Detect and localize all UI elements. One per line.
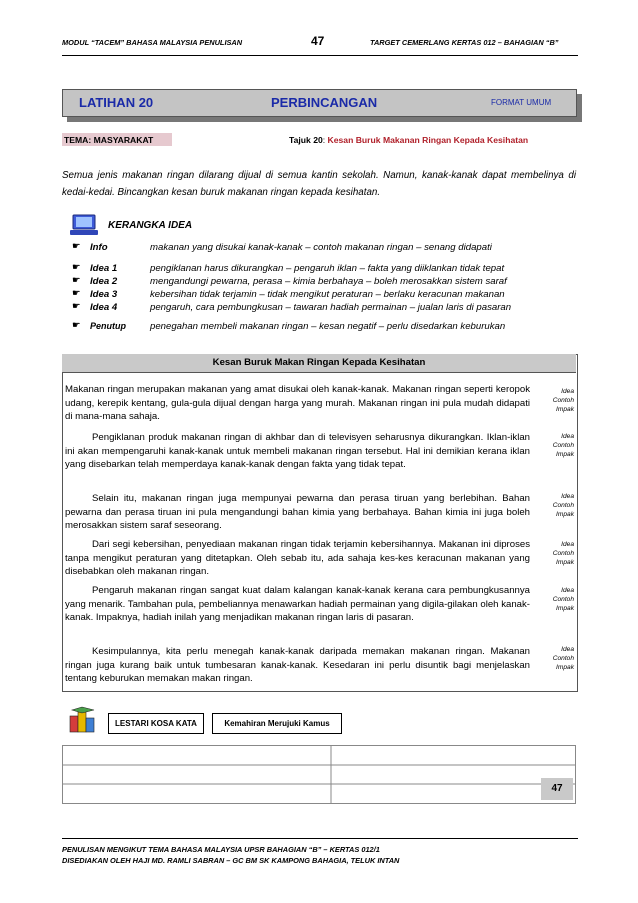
side-label-contoh: Contoh	[552, 550, 574, 557]
kerangka-item	[72, 289, 572, 303]
essay-paragraph: Pengiklanan produk makanan ringan di akhbar dan di televisyen seharusnya dikurangkan. Iklan-iklan ini akan mempengaruhi kanak-kanak untuk membeli makanan ringan tersebut. Hal ini demikian kerana iklan yang disebarkan telah memperdaya kanak-kanak dengan fakta yang tidak tepat.	[65, 432, 530, 471]
bookmark-pointer-icon: ☛	[72, 241, 81, 252]
computer-icon	[70, 214, 98, 236]
question-prompt: Semua jenis makanan ringan dilarang dijual di semua kantin sekolah. Namun, kanak-kanak dapat membelinya di kedai-kedai. Bincangkan kesan buruk makanan ringan kepada kesihatan.	[62, 170, 576, 198]
side-label-contoh: Contoh	[552, 502, 574, 509]
essay-paragraph: Makanan ringan merupakan makanan yang amat disukai oleh kanak-kanak. Makanan ringan seperti keropok udang, kerepik kentang, gula-gula dijual dengan harga yang murah. Makanan ringan ini pula mudah didapati di mana-mana sahaja.	[65, 384, 530, 423]
kerangka-item	[72, 302, 572, 316]
header-left: MODUL “TACEM” BAHASA MALAYSIA PENULISAN	[62, 38, 243, 47]
kerangka-item	[72, 276, 572, 290]
side-label-impak: Impak	[556, 559, 574, 566]
footer-rule	[62, 838, 578, 839]
kerangka-item-label: Info	[90, 242, 108, 253]
side-label-impak: Impak	[556, 511, 574, 518]
side-label-impak: Impak	[556, 605, 574, 612]
bookmark-pointer-icon: ☛	[72, 301, 81, 312]
side-labels	[540, 432, 574, 459]
footer-line-1: PENULISAN MENGIKUT TEMA BAHASA MALAYSIA UPSR BAHAGIAN “B” – KERTAS 012/1	[62, 845, 380, 854]
kerangka-item	[72, 263, 572, 277]
essay-paragraph: Kesimpulannya, kita perlu menegah kanak-kanak daripada memakan makanan ringan. Makanan ringan juga kurang baik untuk tumbesaran kanak-kanak. Kesedaran ini perlu disuntik bagi menjelaskan tentang keburukan memakan makan ringan.	[65, 646, 530, 685]
kerangka-item-text: makanan yang disukai kanak-kanak – contoh makanan ringan – senang didapati	[150, 242, 492, 253]
latihan-format: FORMAT UMUM	[491, 98, 552, 107]
side-labels	[540, 540, 574, 567]
tajuk-title: Kesan Buruk Makanan Ringan Kepada Kesihatan	[327, 135, 529, 145]
side-labels	[540, 645, 574, 672]
page-badge: 47	[541, 778, 573, 800]
tajuk-sep: :	[322, 135, 328, 145]
side-labels	[540, 387, 574, 414]
side-label-impak: Impak	[556, 406, 574, 413]
latihan-type: PERBINCANGAN	[271, 95, 378, 110]
bookmark-pointer-icon: ☛	[72, 262, 81, 273]
kerangka-item-label: Idea 2	[90, 276, 118, 287]
latihan-title: LATIHAN 20	[79, 95, 154, 110]
books-icon	[68, 706, 100, 734]
side-label-contoh: Contoh	[552, 442, 574, 449]
footer-line-2: DISEDIAKAN OLEH HAJI MD. RAMLI SABRAN – GC BM SK KAMPONG BAHAGIA, TELUK INTAN	[62, 856, 400, 865]
essay-paragraph: Dari segi kebersihan, penyediaan makanan ringan tidak terjamin kebersihannya. Makanan ini diproses tanpa mengikut peraturan yang ditetapkan. Oleh sebab itu, ada sahaja kes-kes keracunan makanan yang disebabkan oleh makanan ringan.	[65, 539, 530, 578]
kerangka-item	[72, 321, 572, 335]
side-label-idea: Idea	[561, 493, 574, 500]
kemahiran-label: Kemahiran Merujuki Kamus	[212, 713, 342, 734]
bookmark-pointer-icon: ☛	[72, 288, 81, 299]
essay-paragraph: Selain itu, makanan ringan juga mempunyai pewarna dan perasa tiruan yang berlebihan. Bahan pewarna dan perasa tiruan ini pula mengandungi bahan kimia yang berbahaya. Bahan kimia ini juga boleh merosakkan sistem saraf seseorang.	[65, 493, 530, 532]
tema-label: TEMA: MASYARAKAT	[64, 135, 154, 145]
tajuk-prefix: Tajuk 20	[289, 135, 323, 145]
side-label-idea: Idea	[561, 541, 574, 548]
latihan-banner	[62, 89, 577, 117]
essay-paragraph: Pengaruh makanan ringan sangat kuat dalam kalangan kanak-kanak kerana cara pembungkusannya yang menarik. Tambahan pula, pembeliannya menawarkan hadiah permainan yang digila-gilakan oleh kanak-kanak. Impaknya, hadiah inilah yang menjadikan makanan ringan laris di pasaran.	[65, 585, 530, 624]
kerangka-item-label: Idea 1	[90, 263, 118, 274]
side-label-idea: Idea	[561, 587, 574, 594]
side-label-impak: Impak	[556, 664, 574, 671]
side-label-contoh: Contoh	[552, 596, 574, 603]
kerangka-item-label: Idea 4	[90, 302, 118, 313]
writing-grid	[62, 745, 576, 804]
kerangka-item-text: pengiklanan harus dikurangkan – pengaruh iklan – fakta yang diiklankan tidak tepat	[150, 263, 505, 274]
header-rule	[62, 55, 578, 56]
side-label-idea: Idea	[561, 388, 574, 395]
header-page-number: 47	[311, 34, 325, 48]
bookmark-pointer-icon: ☛	[72, 320, 81, 331]
kerangka-list	[72, 242, 572, 332]
side-label-contoh: Contoh	[552, 397, 574, 404]
side-label-impak: Impak	[556, 451, 574, 458]
side-labels	[540, 586, 574, 613]
side-labels	[540, 492, 574, 519]
tajuk-line	[289, 135, 528, 145]
kerangka-item-text: pengaruh, cara pembungkusan – tawaran hadiah permainan – jualan laris di pasaran	[150, 302, 512, 313]
kerangka-title: KERANGKA IDEA	[108, 220, 193, 231]
side-label-idea: Idea	[561, 433, 574, 440]
lestari-kosa-kata-label: LESTARI KOSA KATA	[108, 713, 204, 734]
kerangka-item	[72, 242, 572, 256]
side-label-idea: Idea	[561, 646, 574, 653]
kerangka-item-text: kebersihan tidak terjamin – tidak mengikut peraturan – berlaku keracunan makanan	[150, 289, 505, 300]
header-right: TARGET CEMERLANG KERTAS 012 – BAHAGIAN “B”	[370, 38, 559, 47]
kerangka-item-text: mengandungi pewarna, perasa – kimia berbahaya – boleh merosakkan sistem saraf	[150, 276, 507, 287]
essay-title: Kesan Buruk Makan Ringan Kepada Kesihatan	[62, 354, 576, 373]
bookmark-pointer-icon: ☛	[72, 275, 81, 286]
kerangka-item-label: Idea 3	[90, 289, 118, 300]
kerangka-item-label: Penutup	[90, 321, 126, 331]
kerangka-item-text: penegahan membeli makanan ringan – kesan negatif – perlu disedarkan keburukan	[150, 321, 506, 332]
side-label-contoh: Contoh	[552, 655, 574, 662]
